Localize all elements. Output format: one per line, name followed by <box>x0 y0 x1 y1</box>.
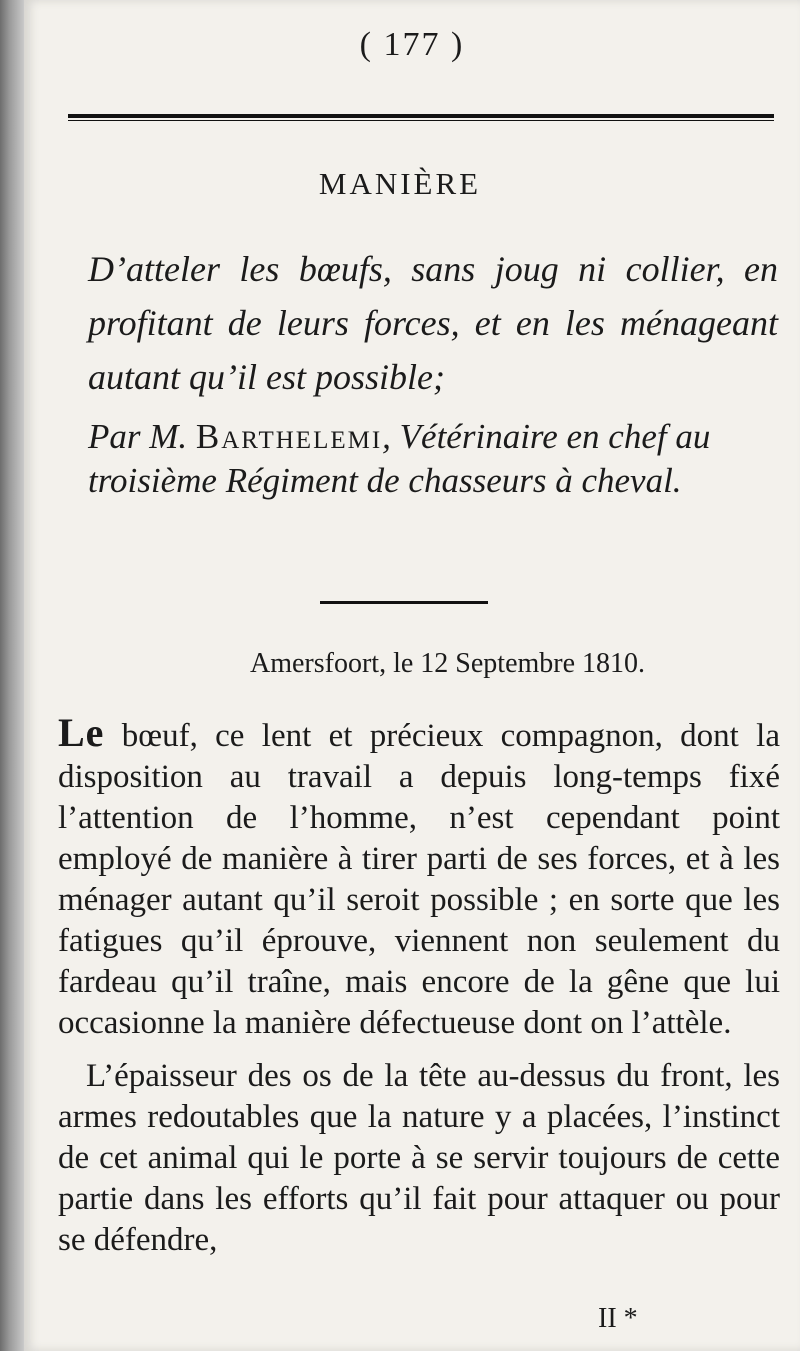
byline <box>88 415 778 503</box>
header-rule-thin <box>68 120 774 121</box>
header-rule <box>68 114 774 118</box>
paragraph-1 <box>58 712 780 1044</box>
byline-rest: , Vétérinaire en chef au troisième Régiment de chasseurs à cheval. <box>88 417 711 500</box>
drop-cap: Le <box>58 710 105 755</box>
body-text <box>58 712 780 1273</box>
signature-mark: II * <box>598 1303 638 1334</box>
paragraph-2: L’épaisseur des os de la tête au-dessus du front, les armes redoutables que la nature y a placées, l’instinct de cet animal qui le porte à se servir toujours de cette partie dans les efforts qu’il fait pour attaquer ou pour se défendre, <box>58 1058 780 1258</box>
page-title: MANIÈRE <box>318 166 482 201</box>
book-gutter <box>0 0 24 1351</box>
dateline: Amersfoort, le 12 Septembre 1810. <box>250 648 646 679</box>
book-page <box>24 0 800 1351</box>
section-divider <box>320 601 488 604</box>
subtitle: D’atteler les bœufs, sans joug ni collier, en profitant de leurs forces, et en les ménageant autant qu’il est possible; <box>88 249 778 397</box>
page-number: ( 177 ) <box>359 26 465 63</box>
byline-author: Barthelemi <box>195 417 383 456</box>
byline-prefix: Par M. <box>88 417 196 456</box>
paragraph-1-text: bœuf, ce lent et précieux compagnon, dont la disposition au travail a depuis long-temps fixé l’attention de l’homme, n’est cependant point employé de manière à tirer parti de ses forces, et à les ménager autant qu’il seroit possible ; en sorte que les fatigues qu’il éprouve, viennent non seulement du fardeau qu’il traîne, mais encore de la gêne que lui occasionne la manière défectueuse dont on l’attèle. <box>58 718 780 1041</box>
